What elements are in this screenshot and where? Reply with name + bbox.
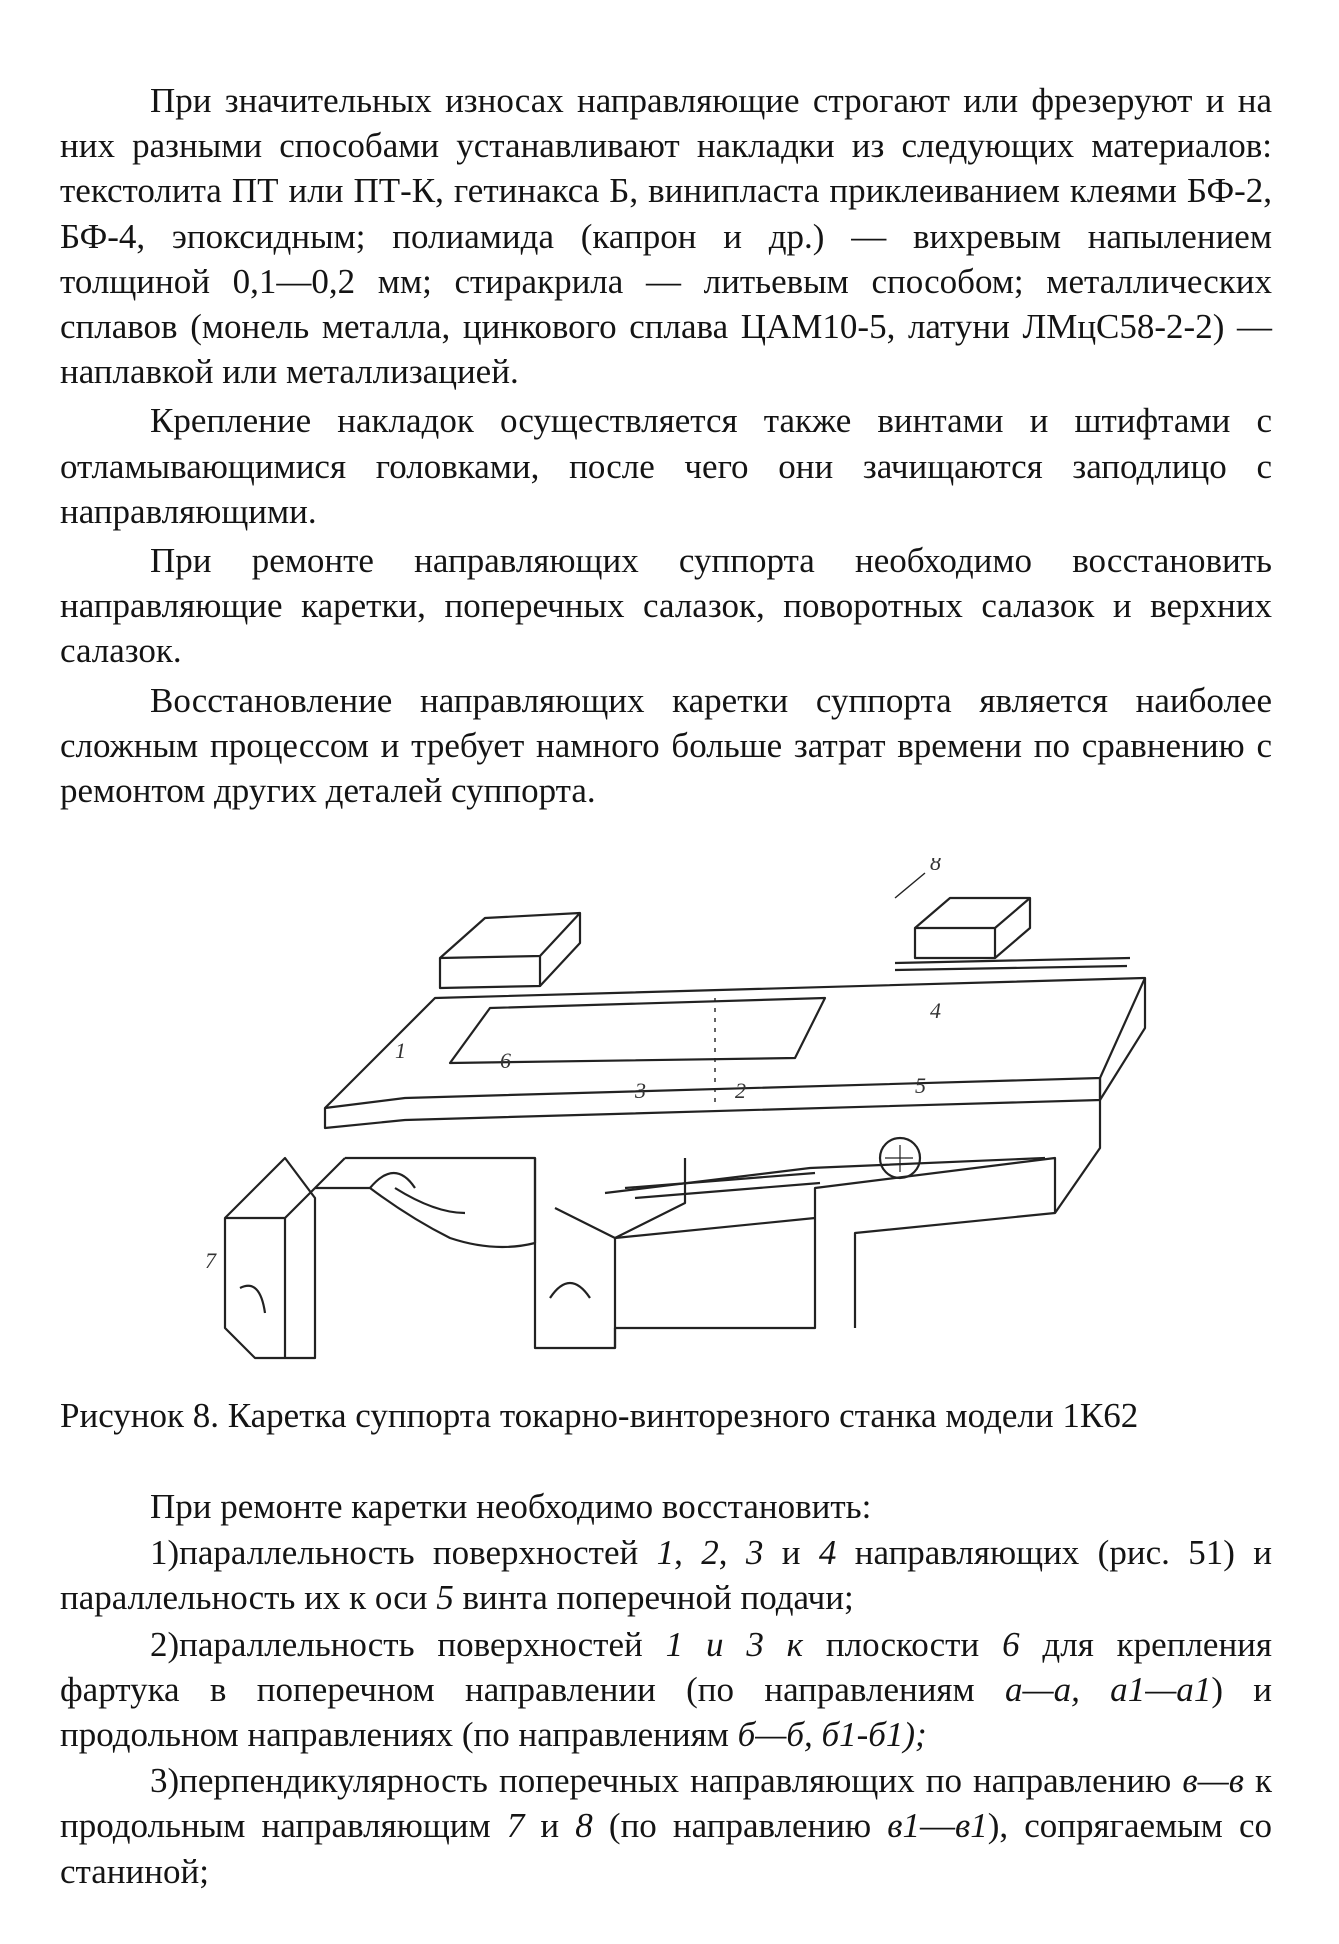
text-run: перпендикулярность поперечных направляющих по направлению (179, 1761, 1183, 1801)
top-plate-edge (325, 1078, 1100, 1128)
figure-label-3: 3 (635, 1078, 646, 1103)
text-run: и (524, 1806, 576, 1846)
figure-label-1: 1 (395, 1038, 406, 1063)
paragraph-1: При значительных износах направляющие строгают или фрезеруют и на них разными способами устанавливают накладки из следующих материалов: текстолита ПТ или ПТ-К, гетинакса Б, винипласта приклеиванием клеями БФ-2, БФ-4, эпоксидным; полиамида (капрон и др.) — вихревым напылением толщиной 0,1—0,2 мм; стиракрила — литьевым способом; металлических сплавов (монель металла, цинкового сплава ЦАМ10-5, латуни ЛМцС58-2-2) — наплавкой или металлизацией. (60, 81, 1272, 392)
text-run: 1 (1127, 1669, 1146, 1709)
text-run: параллельность поверхностей (179, 1533, 657, 1573)
figure-label-7: 7 (205, 1248, 216, 1273)
figure-label-6: 6 (500, 1048, 511, 1073)
text-run: 4 (818, 1533, 837, 1573)
paragraph-4: Восстановление направляющих каретки суппорта является наиболее сложным процессом и требует намного больше затрат времени по сравнению с ремонтом других деталей суппорта. (60, 680, 1272, 811)
text-run: —а (1145, 1669, 1194, 1709)
intro-paragraph: При ремонте каретки необходимо восстановить: (150, 1487, 872, 1526)
figure-label-5: 5 (915, 1073, 926, 1098)
text-run: в (887, 1806, 903, 1846)
text-run: ), сопрягаемым со станиной; (60, 1806, 1272, 1891)
text-run: направляющих (рис. 51) и параллельность их к оси (60, 1533, 1273, 1618)
paragraph-2: Крепление накладок осуществляется также винтами и штифтами с отламывающимися головками, после чего они зачищаются заподлицо с направляющими. (60, 401, 1272, 531)
top-text-block (60, 78, 1272, 817)
text-run: параллельность поверхностей (179, 1624, 666, 1664)
figure-label-8: 8 (930, 858, 941, 875)
text-run: 6 (1002, 1624, 1020, 1664)
list-item-1 (60, 1530, 1272, 1620)
text-run: к продольным направляющим (60, 1761, 1272, 1846)
carriage-sketch (195, 858, 1265, 1378)
list-item-2 (60, 1622, 1272, 1758)
text-run: 5 (436, 1578, 454, 1618)
text-run: а—а, а (1005, 1669, 1128, 1709)
list-item-3-number: 3) (150, 1761, 180, 1801)
text-run: и (763, 1533, 819, 1573)
figure-label-2: 2 (735, 1078, 746, 1103)
text-run: 2 (701, 1533, 719, 1573)
text-run: ) и продольном направлениях (по направлениям (60, 1669, 1273, 1755)
text-run: 1 и 3 к (665, 1624, 804, 1664)
text-run: плоскости (803, 1624, 1003, 1664)
text-run: винта поперечной подачи; (453, 1578, 854, 1618)
figure-carriage-drawing (195, 858, 1265, 1378)
text-run: , (674, 1533, 702, 1573)
text-run: 1 (970, 1806, 988, 1846)
text-run: 1 (1193, 1669, 1212, 1709)
list-item-3 (60, 1758, 1272, 1894)
text-run: б—б, б1-б1); (737, 1715, 927, 1755)
text-run: 3 (745, 1533, 764, 1573)
text-run: , (718, 1533, 746, 1573)
text-run: для крепления фартука в поперечном направлении (по направлениям (60, 1624, 1273, 1709)
left-leg (225, 1158, 315, 1358)
list-item-1-number: 1) (150, 1533, 180, 1573)
text-run: (по направлению (592, 1806, 888, 1846)
text-run: — (920, 1806, 955, 1846)
list-item-2-number: 2) (150, 1624, 180, 1664)
text-run: 1 (902, 1806, 920, 1846)
lower-text-block (60, 1484, 1272, 1895)
figure-label-4: 4 (930, 998, 941, 1023)
figure-caption: Рисунок 8. Каретка суппорта токарно-винторезного станка модели 1К62 (60, 1396, 1139, 1435)
text-run: в—в (1182, 1761, 1244, 1801)
text-run: 8 (575, 1806, 593, 1846)
text-run: 1 (656, 1533, 675, 1573)
paragraph-3: При ремонте направляющих суппорта необходимо восстановить направляющие каретки, поперечных салазок, поворотных салазок и верхних салазок. (60, 541, 1272, 671)
list-item-3-text (60, 1761, 1272, 1890)
text-run: 7 (506, 1806, 525, 1846)
list-item-1-text (60, 1533, 1272, 1617)
text-run: в (955, 1806, 971, 1846)
list-item-2-text (60, 1625, 1272, 1754)
